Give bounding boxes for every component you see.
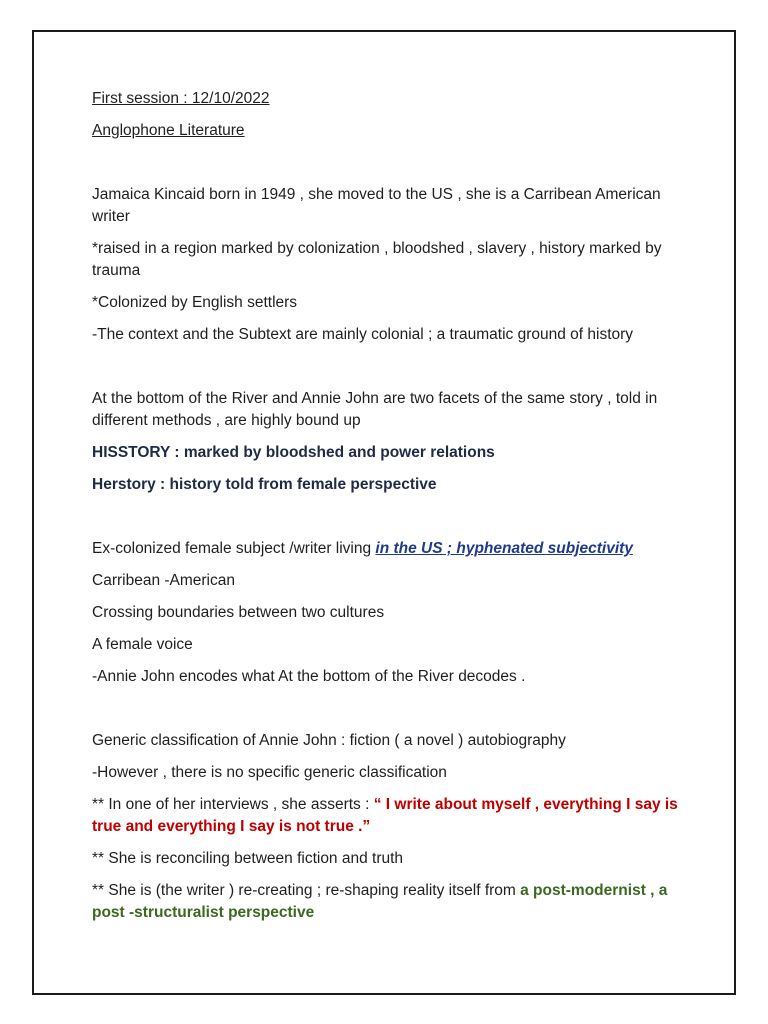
course-heading xyxy=(92,120,692,142)
colonized-paragraph: *Colonized by English settlers xyxy=(92,294,298,311)
hyphenated-subjectivity-link[interactable]: in the US ; hyphenated subjectivity xyxy=(375,540,633,557)
document-content xyxy=(92,88,692,934)
asserts-paragraph xyxy=(92,794,692,838)
however-paragraph: -However , there is no specific generic classification xyxy=(92,764,447,781)
herstory-definition: Herstory : history told from female perspective xyxy=(92,476,437,493)
spacer xyxy=(92,356,692,388)
history-definition: HISSTORY : marked by bloodshed and power relations xyxy=(92,444,495,461)
context-paragraph: -The context and the Subtext are mainly colonial ; a traumatic ground of history xyxy=(92,326,634,343)
kincaid-quote: “ I write about myself , everything I say is true and everything I say is not true .” xyxy=(92,796,678,835)
spacer xyxy=(92,506,692,538)
recreating-paragraph xyxy=(92,880,692,924)
session-heading xyxy=(92,88,692,110)
raised-paragraph: *raised in a region marked by colonization , bloodshed , slavery , history marked by trauma xyxy=(92,240,662,279)
postmodernist-emphasis: a post-modernist , a post -structuralist perspective xyxy=(92,882,668,921)
recreating-text: ** She is (the writer ) re-creating ; re-shaping reality itself from xyxy=(92,882,521,899)
carribean-paragraph: Carribean -American xyxy=(92,572,235,589)
document-page xyxy=(32,30,736,995)
excolonized-paragraph xyxy=(92,538,692,560)
reconciling-paragraph: ** She is reconciling between fiction and truth xyxy=(92,850,404,867)
course-title: Anglophone Literature xyxy=(92,122,245,139)
asserts-text: ** In one of her interviews , she asserts : xyxy=(92,796,374,813)
crossing-paragraph: Crossing boundaries between two cultures xyxy=(92,604,385,621)
bio-paragraph: Jamaica Kincaid born in 1949 , she moved to the US , she is a Carribean American writer xyxy=(92,186,661,225)
generic-paragraph: Generic classification of Annie John : fiction ( a novel ) autobiography xyxy=(92,732,566,749)
encodes-paragraph: -Annie John encodes what At the bottom of the River decodes . xyxy=(92,668,526,685)
session-date: First session : 12/10/2022 xyxy=(92,90,270,107)
spacer xyxy=(92,698,692,730)
excolonized-text: Ex-colonized female subject /writer living xyxy=(92,540,376,557)
voice-paragraph: A female voice xyxy=(92,636,193,653)
spacer xyxy=(92,152,692,184)
facets-paragraph: At the bottom of the River and Annie John are two facets of the same story , told in different methods , are highly bound up xyxy=(92,390,658,429)
